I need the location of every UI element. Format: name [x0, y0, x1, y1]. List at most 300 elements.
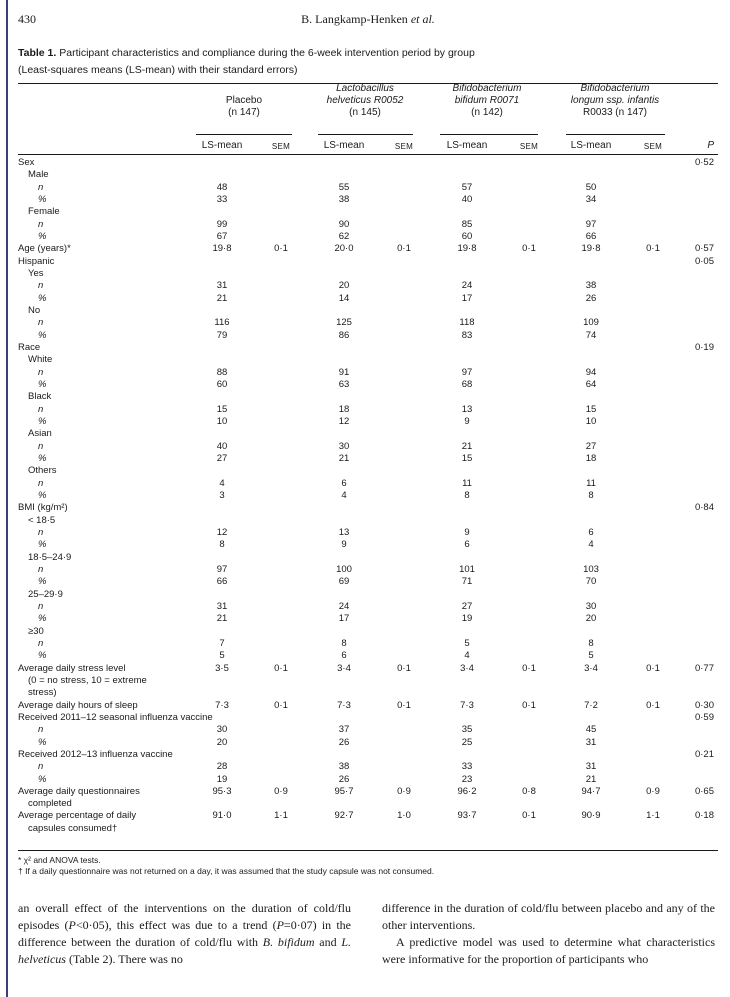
table-row: [0, 515, 730, 527]
cell-sem: 0·1: [274, 662, 288, 674]
group-spanner-rule: [440, 134, 538, 135]
row-label: No: [28, 304, 41, 316]
cell-lsmean: 7: [219, 637, 225, 649]
cell-lsmean: 3·4: [584, 662, 598, 674]
row-label: 25–29·9: [28, 588, 63, 600]
cell-lsmean: 97: [585, 218, 597, 230]
cell-lsmean: 5: [464, 637, 470, 649]
cell-lsmean: 8: [464, 489, 470, 501]
group-header-line: longum ssp. infantis: [570, 95, 660, 106]
cell-lsmean: 34: [585, 193, 597, 205]
cell-lsmean: 96·2: [457, 785, 477, 797]
cell-lsmean: 101: [459, 563, 475, 575]
table-row: [0, 675, 730, 687]
cell-lsmean: 37: [338, 724, 350, 736]
cell-lsmean: 7·2: [584, 699, 598, 711]
cell-lsmean: 21: [585, 773, 597, 785]
body-text-left-column: an overall effect of the interventions on the duration of cold/flu episodes (P<0·05), this effect was due to a trend (P=0·07) in the difference between the duration of cold/flu with B. bifidum and L. helveticus (Table 2). There was no: [18, 901, 352, 966]
group-header-line: bifidum R0071: [454, 95, 520, 106]
cell-lsmean: 74: [585, 329, 597, 341]
table-subtitle: (Least-squares means (LS-mean) with their standard errors): [18, 64, 298, 76]
cell-lsmean: 30: [338, 440, 350, 452]
row-label: n: [38, 317, 44, 329]
cell-lsmean: 20·0: [334, 243, 354, 255]
table-row: [0, 539, 730, 551]
cell-p-value: 0·65: [694, 785, 714, 797]
cell-lsmean: 38: [585, 280, 597, 292]
cell-lsmean: 20: [216, 736, 228, 748]
row-label: %: [38, 415, 47, 427]
cell-lsmean: 94·7: [581, 785, 601, 797]
cell-sem: 0·8: [522, 785, 536, 797]
table-row: [0, 379, 730, 391]
cell-lsmean: 68: [461, 378, 473, 390]
cell-lsmean: 27: [585, 440, 597, 452]
table-row: [0, 268, 730, 280]
cell-sem: 0·9: [397, 785, 411, 797]
cell-lsmean: 103: [583, 563, 599, 575]
row-label: n: [38, 600, 44, 612]
cell-p-value: 0·05: [694, 255, 714, 267]
cell-lsmean: 94: [585, 366, 597, 378]
cell-lsmean: 17: [461, 292, 473, 304]
table-caption: [18, 47, 475, 59]
cell-lsmean: 17: [338, 613, 350, 625]
cell-lsmean: 83: [461, 329, 473, 341]
row-label: capsules consumed†: [28, 822, 118, 834]
table-row: [0, 441, 730, 453]
cell-lsmean: 97: [461, 366, 473, 378]
row-label: Received 2012–13 influenza vaccine: [18, 748, 173, 760]
cell-lsmean: 99: [216, 218, 228, 230]
cell-lsmean: 9: [341, 539, 347, 551]
cell-lsmean: 13: [461, 403, 473, 415]
table-row: [0, 552, 730, 564]
row-label: Sex: [18, 157, 35, 168]
cell-lsmean: 31: [585, 736, 597, 748]
cell-lsmean: 93·7: [457, 810, 477, 822]
row-label: n: [38, 724, 44, 736]
cell-lsmean: 64: [585, 378, 597, 390]
cell-lsmean: 14: [338, 292, 350, 304]
cell-lsmean: 33: [216, 193, 228, 205]
cell-p-value: 0·18: [694, 810, 714, 822]
cell-lsmean: 11: [462, 477, 472, 489]
cell-lsmean: 100: [336, 563, 352, 575]
cell-lsmean: 3: [219, 489, 225, 501]
cell-sem: 0·1: [397, 243, 411, 255]
group-spanner-rule: [566, 134, 665, 135]
cell-lsmean: 60: [461, 230, 473, 242]
cell-lsmean: 19·8: [212, 243, 232, 255]
table-bottom-rule: [18, 850, 718, 851]
table-row: [0, 416, 730, 428]
cell-p-value: 0·21: [694, 748, 714, 760]
table-row: [0, 219, 730, 231]
row-label: n: [38, 563, 44, 575]
row-label: White: [28, 354, 53, 366]
cell-lsmean: 21: [216, 292, 228, 304]
cell-sem: 0·1: [397, 662, 411, 674]
row-label: n: [38, 218, 44, 230]
table-row: [0, 700, 730, 712]
column-header-sem: SEM: [394, 142, 414, 151]
table-row: [0, 367, 730, 379]
row-label: Race: [18, 341, 41, 353]
cell-p-value: 0·59: [694, 711, 714, 723]
table-row: [0, 589, 730, 601]
cell-sem: 0·1: [274, 243, 288, 255]
column-header-lsmean: LS-mean: [201, 140, 243, 151]
column-header-p: P: [707, 140, 714, 151]
cell-lsmean: 67: [216, 230, 228, 242]
cell-lsmean: 45: [585, 724, 597, 736]
cell-lsmean: 69: [338, 576, 350, 588]
cell-lsmean: 3·4: [460, 662, 474, 674]
table-row: [0, 490, 730, 502]
table-row: [0, 293, 730, 305]
body-text-right-column: [382, 900, 715, 968]
cell-lsmean: 118: [459, 317, 475, 329]
cell-lsmean: 13: [338, 526, 350, 538]
cell-p-value: 0·77: [694, 662, 714, 674]
table-row: [0, 465, 730, 477]
row-label: stress): [28, 687, 57, 699]
cell-lsmean: 15: [216, 403, 228, 415]
cell-lsmean: 26: [585, 292, 597, 304]
table-row: [0, 737, 730, 749]
cell-sem: 0·1: [397, 699, 411, 711]
cell-lsmean: 6: [464, 539, 470, 551]
row-label: n: [38, 440, 44, 452]
cell-sem: 0·1: [274, 699, 288, 711]
group-spanner-rule: [196, 134, 292, 135]
cell-lsmean: 10: [585, 415, 597, 427]
cell-lsmean: 7·3: [215, 699, 229, 711]
cell-lsmean: 92·7: [334, 810, 354, 822]
footnote-2: † If a daily questionnaire was not returned on a day, it was assumed that the study capsule was not consumed.: [18, 866, 435, 876]
table-row: [0, 823, 730, 835]
cell-lsmean: 60: [216, 378, 228, 390]
table-row: [0, 453, 730, 465]
cell-lsmean: 50: [585, 181, 597, 193]
row-label: completed: [28, 798, 72, 810]
cell-lsmean: 91: [338, 366, 350, 378]
table-row: [0, 478, 730, 490]
group-spanner-rule: [318, 134, 413, 135]
table-row: [0, 527, 730, 539]
header-bottom-rule: [18, 154, 718, 155]
table-row: [0, 626, 730, 638]
table-row: [0, 404, 730, 416]
row-label: %: [38, 489, 47, 501]
cell-lsmean: 35: [461, 724, 473, 736]
cell-sem: 1·1: [646, 810, 660, 822]
row-label: (0 = no stress, 10 = extreme: [28, 674, 147, 686]
cell-lsmean: 66: [585, 230, 597, 242]
cell-lsmean: 9: [464, 415, 470, 427]
cell-lsmean: 18: [585, 452, 597, 464]
table-row: [0, 613, 730, 625]
body-paragraph-end: difference in the duration of cold/flu between placebo and any of the other interventions.: [382, 901, 715, 932]
group-header-line: R0033 (n 147): [583, 107, 647, 118]
row-label: n: [38, 637, 44, 649]
cell-sem: 0·9: [274, 785, 288, 797]
cell-lsmean: 31: [585, 761, 597, 773]
cell-lsmean: 97: [216, 563, 228, 575]
cell-lsmean: 91·0: [212, 810, 232, 822]
cell-lsmean: 40: [461, 193, 473, 205]
row-label: Others: [28, 465, 57, 477]
table-row: [0, 256, 730, 268]
group-header-line: Bifidobacterium: [580, 83, 650, 94]
body-paragraph-start: A predictive model was used to determine what characteristics were informative for the proportion of participants who: [382, 935, 715, 966]
cell-lsmean: 85: [461, 218, 473, 230]
running-head: [18, 12, 718, 26]
row-label: Average daily stress level: [18, 662, 126, 674]
page-number: 430: [18, 12, 36, 26]
column-header-lsmean: LS-mean: [570, 140, 612, 151]
cell-sem: 0·1: [646, 662, 660, 674]
cell-sem: 0·1: [646, 243, 660, 255]
table-row: [0, 305, 730, 317]
row-label: n: [38, 181, 44, 193]
cell-lsmean: 8: [588, 637, 594, 649]
cell-lsmean: 31: [216, 600, 228, 612]
table-row: [0, 330, 730, 342]
row-label: %: [38, 193, 47, 205]
cell-lsmean: 125: [336, 317, 352, 329]
row-label: %: [38, 329, 47, 341]
table-label: Table 1.: [18, 47, 57, 59]
cell-lsmean: 7·3: [460, 699, 474, 711]
row-label: %: [38, 650, 47, 662]
cell-lsmean: 33: [461, 761, 473, 773]
cell-lsmean: 19·8: [581, 243, 601, 255]
cell-lsmean: 23: [461, 773, 473, 785]
cell-lsmean: 79: [216, 329, 228, 341]
row-label: 18·5–24·9: [28, 551, 72, 563]
cell-lsmean: 4: [341, 489, 347, 501]
cell-lsmean: 19·8: [457, 243, 477, 255]
group-header-line: Placebo: [225, 95, 263, 106]
group-header-line: (n 147): [228, 107, 260, 118]
cell-lsmean: 62: [338, 230, 350, 242]
cell-p-value: 0·84: [694, 502, 714, 514]
table-row: [0, 428, 730, 440]
cell-lsmean: 55: [338, 181, 350, 193]
row-label: Black: [28, 391, 52, 403]
cell-lsmean: 7·3: [337, 699, 351, 711]
row-label: < 18·5: [28, 514, 56, 526]
cell-lsmean: 21: [461, 440, 473, 452]
cell-lsmean: 26: [338, 773, 350, 785]
row-label: %: [38, 773, 47, 785]
cell-lsmean: 19: [216, 773, 228, 785]
table-row: [0, 761, 730, 773]
cell-lsmean: 90: [338, 218, 350, 230]
cell-lsmean: 48: [216, 181, 228, 193]
cell-lsmean: 27: [216, 452, 228, 464]
row-label: BMI (kg/m²): [18, 502, 68, 514]
table-row: [0, 638, 730, 650]
cell-lsmean: 10: [216, 415, 228, 427]
row-label: %: [38, 736, 47, 748]
cell-lsmean: 15: [461, 452, 473, 464]
row-label: %: [38, 452, 47, 464]
cell-lsmean: 8: [219, 539, 225, 551]
cell-lsmean: 66: [216, 576, 228, 588]
cell-lsmean: 86: [338, 329, 350, 341]
column-header-sem: SEM: [271, 142, 291, 151]
cell-lsmean: 57: [461, 181, 473, 193]
cell-sem: 0·1: [646, 699, 660, 711]
cell-lsmean: 63: [338, 378, 350, 390]
running-authors: B. Langkamp-Henken: [301, 12, 408, 26]
cell-lsmean: 21: [216, 613, 228, 625]
row-label: Average percentage of daily: [18, 810, 137, 822]
cell-lsmean: 20: [338, 280, 350, 292]
row-label: Female: [28, 206, 60, 218]
cell-lsmean: 31: [216, 280, 228, 292]
cell-lsmean: 95·7: [334, 785, 354, 797]
table-row: [0, 502, 730, 514]
cell-lsmean: 30: [585, 600, 597, 612]
cell-lsmean: 109: [583, 317, 599, 329]
row-label: n: [38, 403, 44, 415]
cell-sem: 0·1: [522, 699, 536, 711]
cell-lsmean: 4: [588, 539, 594, 551]
row-label: %: [38, 292, 47, 304]
row-label: %: [38, 613, 47, 625]
running-authors-suffix: et al.: [407, 12, 435, 26]
row-label: Average daily hours of sleep: [18, 699, 138, 711]
row-label: ≥30: [28, 625, 44, 637]
row-label: %: [38, 378, 47, 390]
cell-sem: 0·9: [646, 785, 660, 797]
cell-lsmean: 88: [216, 366, 228, 378]
cell-lsmean: 95·3: [212, 785, 232, 797]
row-label: Yes: [28, 267, 44, 279]
cell-lsmean: 12: [216, 526, 228, 538]
row-label: Average daily questionnaires: [18, 785, 140, 797]
cell-sem: 1·1: [274, 810, 288, 822]
group-header-line: (n 142): [471, 107, 503, 118]
cell-sem: 0·1: [522, 662, 536, 674]
row-label: %: [38, 230, 47, 242]
cell-lsmean: 28: [216, 761, 228, 773]
table-row: [0, 206, 730, 218]
cell-p-value: 0·57: [694, 243, 714, 255]
table-row: [0, 576, 730, 588]
row-label: n: [38, 366, 44, 378]
cell-lsmean: 9: [464, 526, 470, 538]
cell-lsmean: 6: [588, 526, 594, 538]
cell-lsmean: 5: [219, 650, 225, 662]
cell-p-value: 0·52: [694, 157, 714, 168]
cell-sem: 0·1: [522, 810, 536, 822]
row-label: Received 2011–12 seasonal influenza vaccine: [18, 711, 213, 723]
table-row: [0, 749, 730, 761]
footnote-1: * χ² and ANOVA tests.: [18, 855, 101, 865]
cell-p-value: 0·30: [694, 699, 714, 711]
column-header-sem: SEM: [519, 142, 539, 151]
row-label: %: [38, 539, 47, 551]
row-label: n: [38, 761, 44, 773]
table-row: [0, 157, 730, 169]
table-row: [0, 391, 730, 403]
cell-lsmean: 3·5: [215, 662, 229, 674]
cell-lsmean: 4: [219, 477, 225, 489]
table-row: [0, 231, 730, 243]
table-row: [0, 182, 730, 194]
row-label: n: [38, 280, 44, 292]
cell-lsmean: 18: [338, 403, 350, 415]
table-row: [0, 724, 730, 736]
cell-lsmean: 4: [464, 650, 470, 662]
cell-lsmean: 25: [461, 736, 473, 748]
cell-lsmean: 24: [461, 280, 473, 292]
table-row: [0, 317, 730, 329]
cell-lsmean: 38: [338, 761, 350, 773]
table-row: [0, 169, 730, 181]
table-row: [0, 194, 730, 206]
cell-lsmean: 8: [341, 637, 347, 649]
row-label: Hispanic: [18, 255, 55, 267]
cell-lsmean: 5: [588, 650, 594, 662]
table-row: [0, 564, 730, 576]
table-row: [0, 342, 730, 354]
cell-lsmean: 20: [585, 613, 597, 625]
table-row: [0, 798, 730, 810]
cell-lsmean: 38: [338, 193, 350, 205]
cell-lsmean: 6: [341, 477, 347, 489]
table-row: [0, 810, 730, 822]
cell-lsmean: 40: [216, 440, 228, 452]
cell-lsmean: 30: [216, 724, 228, 736]
group-header-line: Bifidobacterium: [452, 83, 522, 94]
cell-lsmean: 26: [338, 736, 350, 748]
cell-sem: 1·0: [397, 810, 411, 822]
table-row: [0, 774, 730, 786]
cell-lsmean: 90·9: [581, 810, 601, 822]
cell-lsmean: 70: [585, 576, 597, 588]
cell-lsmean: 27: [461, 600, 473, 612]
table-row: [0, 712, 730, 724]
row-label: %: [38, 576, 47, 588]
table-row: [0, 786, 730, 798]
column-header-lsmean: LS-mean: [446, 140, 488, 151]
row-label: n: [38, 526, 44, 538]
row-label: Asian: [28, 428, 52, 440]
running-title: [18, 12, 718, 27]
cell-lsmean: 116: [214, 317, 230, 329]
group-header-line: helveticus R0052: [326, 95, 404, 106]
table-row: [0, 687, 730, 699]
cell-lsmean: 3·4: [337, 662, 351, 674]
table-caption-text: Participant characteristics and compliance during the 6-week intervention period by group: [56, 47, 475, 59]
column-header-sem: SEM: [643, 142, 663, 151]
table-row: [0, 663, 730, 675]
cell-lsmean: 15: [585, 403, 597, 415]
table-row: [0, 650, 730, 662]
group-header-line: Lactobacillus: [336, 83, 394, 94]
column-header-lsmean: LS-mean: [323, 140, 365, 151]
cell-lsmean: 8: [588, 489, 594, 501]
row-label: n: [38, 477, 44, 489]
cell-lsmean: 6: [341, 650, 347, 662]
table-row: [0, 280, 730, 292]
